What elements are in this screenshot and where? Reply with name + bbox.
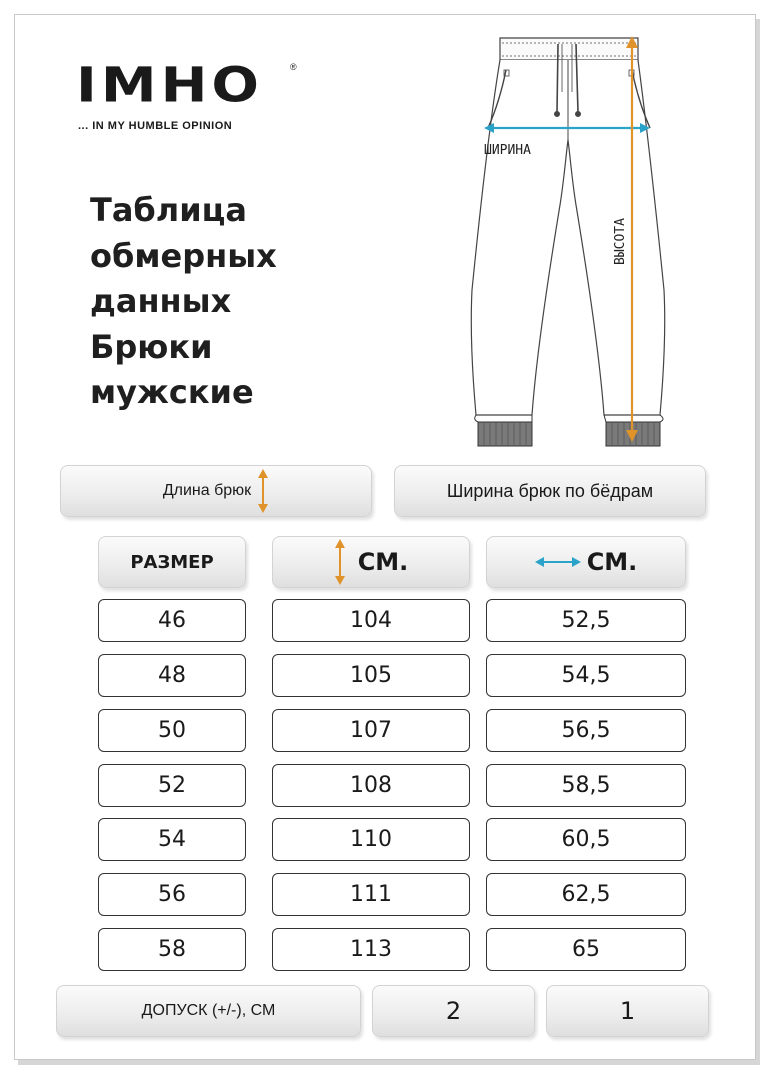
header-length-unit: СМ. xyxy=(357,548,409,576)
tolerance-length-box xyxy=(372,985,535,1037)
logo-tagline: ... IN MY HUMBLE OPINION xyxy=(78,120,233,132)
title-line: мужские xyxy=(90,373,254,411)
tolerance-width-box xyxy=(546,985,709,1037)
tolerance-label-box xyxy=(56,985,361,1037)
imho-logo xyxy=(76,57,306,140)
legend-width-label: Ширина брюк по бёдрам xyxy=(446,480,654,501)
tolerance-width: 1 xyxy=(619,997,636,1025)
cell-length: 108 xyxy=(272,764,470,807)
tolerance-label: ДОПУСК (+/-), СМ xyxy=(141,1002,276,1019)
cell-length: 113 xyxy=(272,928,470,971)
cell-width: 65 xyxy=(486,928,686,971)
cell-size: 56 xyxy=(98,873,246,916)
cell-length: 107 xyxy=(272,709,470,752)
cell-size: 52 xyxy=(98,764,246,807)
cell-size: 48 xyxy=(98,654,246,697)
cell-length: 110 xyxy=(272,818,470,861)
tolerance-length: 2 xyxy=(445,997,462,1025)
logo-wordmark: IMHO xyxy=(76,57,264,114)
vertical-arrow-icon xyxy=(334,539,346,585)
cell-width: 60,5 xyxy=(486,818,686,861)
header-length xyxy=(272,536,470,588)
page-title xyxy=(90,188,350,416)
vertical-arrow-icon xyxy=(257,469,269,513)
diagram-width-label: ШИРИНА xyxy=(484,143,531,158)
pants-diagram xyxy=(460,30,680,450)
cell-width: 62,5 xyxy=(486,873,686,916)
cell-width: 54,5 xyxy=(486,654,686,697)
cell-size: 46 xyxy=(98,599,246,642)
legend-length xyxy=(60,465,372,517)
diagram-height-label: ВЫСОТА xyxy=(613,218,628,265)
cell-length: 104 xyxy=(272,599,470,642)
title-line: обмерных xyxy=(90,236,277,275)
header-size xyxy=(98,536,246,588)
registered-mark: ® xyxy=(290,62,297,72)
legend-length-label: Длина брюк xyxy=(162,482,252,499)
cell-width: 58,5 xyxy=(486,764,686,807)
header-width-unit: СМ. xyxy=(586,548,638,576)
title-line: Таблица xyxy=(90,191,247,229)
cell-size: 54 xyxy=(98,818,246,861)
cell-size: 58 xyxy=(98,928,246,971)
cell-size: 50 xyxy=(98,709,246,752)
header-size-label: РАЗМЕР xyxy=(130,551,214,573)
cell-width: 52,5 xyxy=(486,599,686,642)
title-line: Брюки xyxy=(90,327,213,366)
header-width xyxy=(486,536,686,588)
horizontal-arrow-icon xyxy=(535,556,581,568)
title-line: данных xyxy=(90,282,232,320)
cell-width: 56,5 xyxy=(486,709,686,752)
cell-length: 105 xyxy=(272,654,470,697)
cell-length: 111 xyxy=(272,873,470,916)
legend-width xyxy=(394,465,706,517)
